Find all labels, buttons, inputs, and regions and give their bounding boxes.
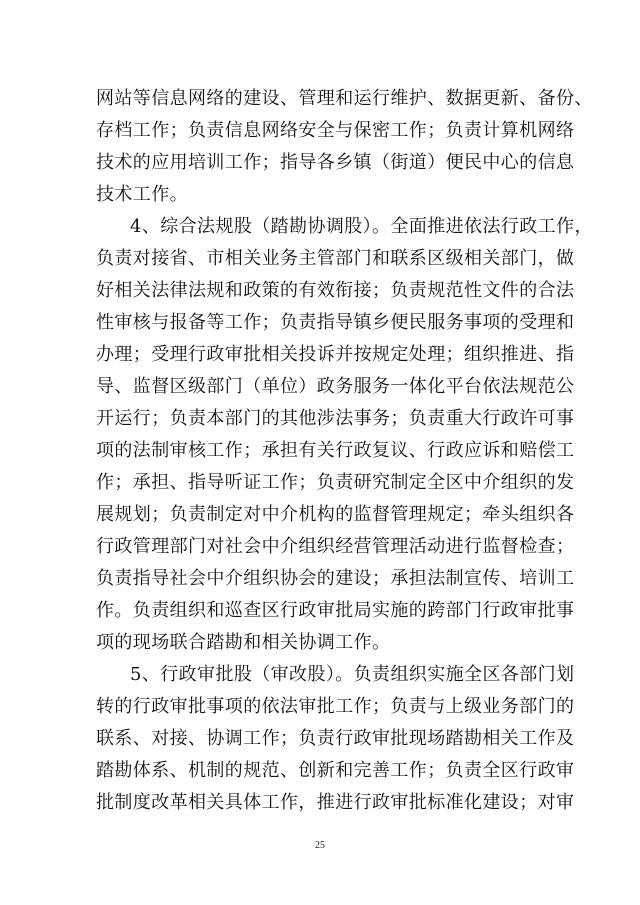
text-line: 办理；受理行政审批相关投诉并按规定处理；组织推进、指 (96, 344, 575, 365)
paragraph-start-line: 5、行政审批股（审改股）。负责组织实施全区各部门划 (130, 664, 575, 685)
text-line: 好相关法律法规和政策的有效衔接；负责规范性文件的合法 (96, 280, 575, 301)
text-line: 项的法制审核工作；承担有关行政复议、行政应诉和赔偿工 (96, 440, 575, 461)
page-number: 25 (315, 840, 325, 851)
text-line: 导、监督区级部门（单位）政务服务一体化平台依法规范公 (96, 376, 575, 397)
text-line: 行政管理部门对社会中介组织经营管理活动进行监督检查； (96, 536, 575, 557)
text-line: 开运行；负责本部门的其他涉法事务；负责重大行政许可事 (96, 408, 575, 429)
text-line: 转的行政审批事项的依法审批工作；负责与上级业务部门的 (96, 696, 575, 717)
text-line: 存档工作；负责信息网络安全与保密工作；负责计算机网络 (96, 120, 575, 141)
text-line: 作。负责组织和巡查区行政审批局实施的跨部门行政审批事 (96, 600, 575, 621)
paragraph-start-line: 4、综合法规股（踏勘协调股）。全面推进依法行政工作， (130, 216, 593, 237)
text-line: 展规划；负责制定对中介机构的监督管理规定；牵头组织各 (96, 504, 575, 525)
text-line: 负责指导社会中介组织协会的建设；承担法制宣传、培训工 (96, 568, 575, 589)
text-line: 作；承担、指导听证工作；负责研究制定全区中介组织的发 (96, 472, 575, 493)
text-line: 技术的应用培训工作；指导各乡镇（街道）便民中心的信息 (96, 152, 575, 173)
text-line: 网站等信息网络的建设、管理和运行维护、数据更新、备份、 (96, 88, 593, 109)
text-line: 踏勘体系、机制的规范、创新和完善工作；负责全区行政审 (96, 760, 575, 781)
text-line: 批制度改革相关具体工作，推进行政审批标准化建设；对审 (96, 792, 575, 813)
text-line: 联系、对接、协调工作；负责行政审批现场踏勘相关工作及 (96, 728, 575, 749)
text-line: 性审核与报备等工作；负责指导镇乡便民服务事项的受理和 (96, 312, 575, 333)
text-line: 项的现场联合踏勘和相关协调工作。 (96, 632, 391, 653)
text-line: 技术工作。 (96, 184, 188, 205)
text-line: 负责对接省、市相关业务主管部门和联系区级相关部门，做 (96, 248, 575, 269)
